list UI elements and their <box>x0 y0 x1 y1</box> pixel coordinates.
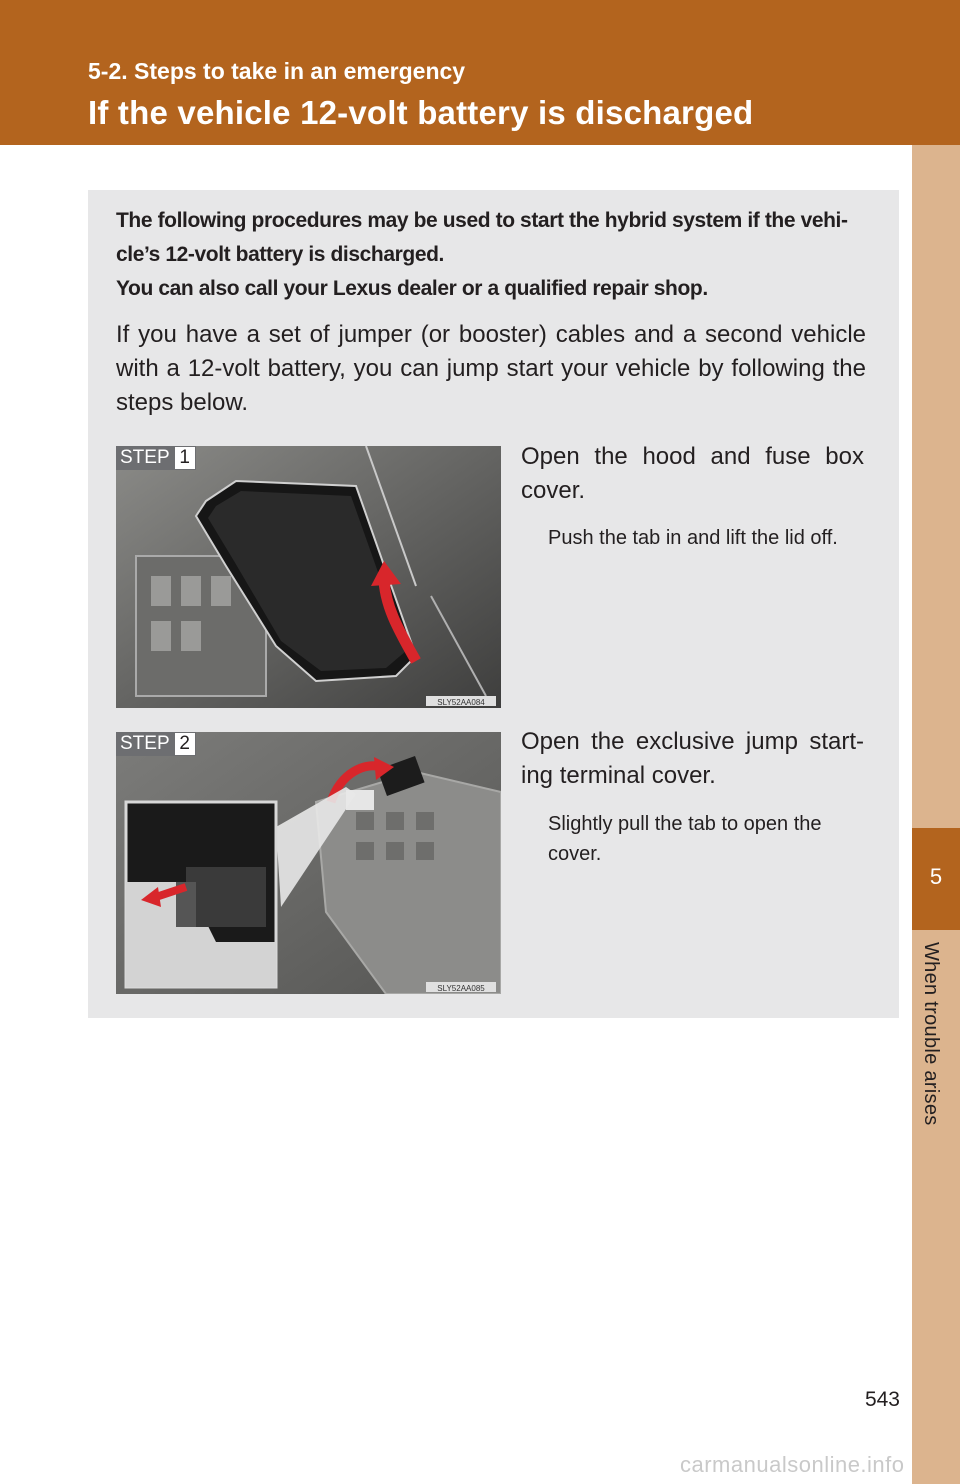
step-2-title: Open the exclusive jump start-ing terminal cover. <box>521 728 864 789</box>
body-paragraph: If you have a set of jumper (or booster) cables and a second vehicle with a 12-volt battery, you can jump start your vehicle by following the steps below. <box>116 321 866 416</box>
step-1-image-code: SLY52AA084 <box>437 698 485 707</box>
step-2-badge-number: 2 <box>174 732 196 756</box>
step-1-badge <box>116 446 196 470</box>
step-1-title: Open the hood and fuse box cover. <box>521 443 864 504</box>
chapter-tab[interactable] <box>912 828 960 930</box>
intro-line-2: You can also call your Lexus dealer or a qualified repair shop. <box>116 277 708 300</box>
step-2-badge <box>116 732 196 756</box>
step-2-badge-label: STEP <box>116 732 174 756</box>
side-strip <box>912 145 960 1484</box>
step-2-note: Slightly pull the tab to open the cover. <box>548 813 822 865</box>
step-1-badge-label: STEP <box>116 446 174 470</box>
page-title: If the vehicle 12-volt battery is discharged <box>88 94 754 131</box>
step-2-illustration <box>116 732 501 994</box>
step-1-note: Push the tab in and lift the lid off. <box>548 527 838 549</box>
step-2-image-code: SLY52AA085 <box>437 984 485 993</box>
watermark: carmanualsonline.info <box>680 1452 905 1477</box>
page-number: 543 <box>864 1388 900 1411</box>
intro-note <box>116 204 868 306</box>
chapter-title: When trouble arises <box>920 942 942 1126</box>
section-label: 5-2. Steps to take in an emergency <box>88 58 466 84</box>
step-1-badge-number: 1 <box>174 446 196 470</box>
step-1-illustration <box>116 446 501 708</box>
content-box <box>88 190 899 1018</box>
chapter-number: 5 <box>929 864 943 889</box>
intro-line-1: The following procedures may be used to start the hybrid system if the vehi-cle’s 12-volt battery is discharged. <box>116 209 848 266</box>
page-header <box>0 0 960 145</box>
